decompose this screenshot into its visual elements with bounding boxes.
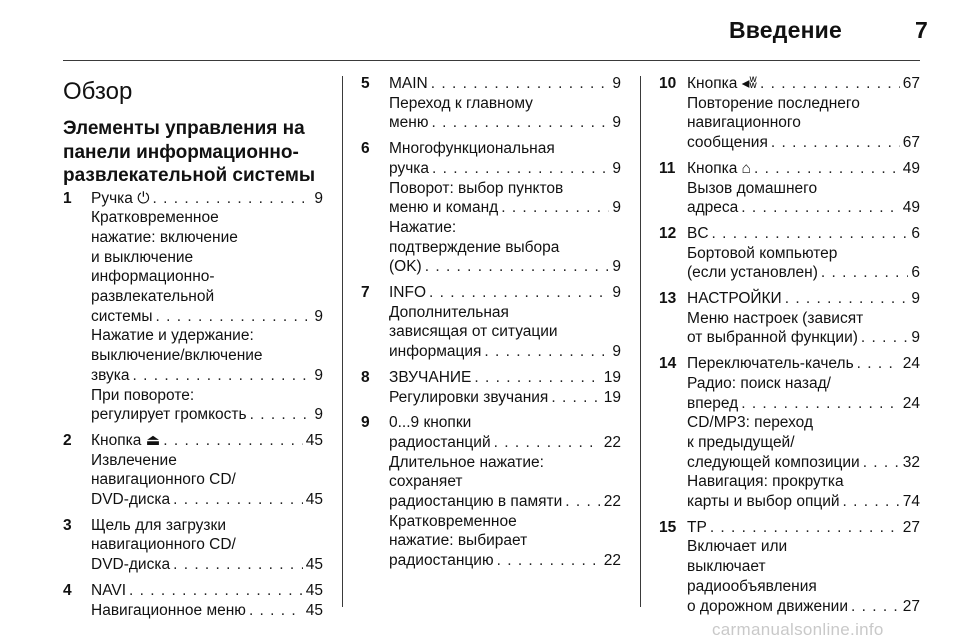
entry-text: Многофункциональная xyxy=(389,140,555,158)
page-reference: 22 xyxy=(603,433,621,451)
subsection-title-line: панели информационно- xyxy=(63,141,299,163)
entry-line-with-page xyxy=(91,189,323,209)
entry-item xyxy=(659,74,920,153)
dot-leader xyxy=(712,224,909,244)
entry-text: навигационного CD/ xyxy=(91,536,236,554)
page-reference: 67 xyxy=(902,75,920,92)
entry-text: радиостанций xyxy=(389,433,491,451)
entry-line xyxy=(389,179,621,199)
entry-text: радиостанцию xyxy=(389,552,494,570)
entry-line xyxy=(91,326,323,346)
dot-leader xyxy=(565,492,601,512)
entry-text: (если установлен) xyxy=(687,264,818,282)
entry-text: CD/MP3: переход xyxy=(687,414,813,432)
dot-leader xyxy=(133,366,312,386)
entry-item xyxy=(361,413,621,571)
entry-text: Нажатие и удержание: xyxy=(91,327,254,345)
page-reference: 45 xyxy=(305,601,323,619)
entry-text: Бортовой компьютер xyxy=(687,244,838,262)
entry-item xyxy=(659,289,920,348)
entry-item xyxy=(361,74,621,133)
entry-number: 3 xyxy=(63,516,72,534)
entry-text: Навигационное меню xyxy=(91,601,246,619)
entry-line-with-page xyxy=(389,551,621,571)
subsection-title-line: Элементы управления на xyxy=(63,118,305,139)
entry-line-with-page xyxy=(687,328,920,348)
entry-item xyxy=(659,224,920,283)
page-reference: 9 xyxy=(314,189,323,207)
entry-line-with-page xyxy=(687,263,920,283)
page-reference: 45 xyxy=(305,491,323,509)
entry-line xyxy=(687,244,920,264)
entry-line-with-page xyxy=(91,405,323,425)
entry-line-with-page xyxy=(687,159,920,179)
dot-leader xyxy=(710,518,900,538)
page-reference: 24 xyxy=(902,355,920,373)
entry-line xyxy=(389,453,621,473)
entry-line-with-page xyxy=(389,388,621,408)
entry-text: DVD-диска xyxy=(91,491,171,509)
entry-text: и выключение xyxy=(91,248,194,266)
dot-leader xyxy=(821,263,909,283)
entry-line xyxy=(389,472,621,492)
page-reference: 9 xyxy=(911,290,920,308)
entry-text: информационно- xyxy=(91,268,215,286)
dot-leader xyxy=(250,405,312,425)
dot-leader xyxy=(173,490,303,510)
entry-text: нажатие: включение xyxy=(91,228,238,246)
entry-item xyxy=(659,354,920,512)
entry-item xyxy=(361,283,621,362)
entry-line-with-page xyxy=(389,159,621,179)
entry-line xyxy=(389,139,621,159)
page-reference: 49 xyxy=(902,199,920,217)
entry-line-with-page xyxy=(389,368,621,388)
entry-text: меню xyxy=(389,114,429,132)
page-reference: 74 xyxy=(902,493,920,511)
entry-text: следующей композиции xyxy=(687,453,860,471)
entry-line-with-page xyxy=(687,394,920,414)
entry-text: навигационного xyxy=(687,114,801,132)
entry-item xyxy=(659,518,920,617)
page-reference: 9 xyxy=(612,114,621,132)
column-3 xyxy=(659,74,920,622)
entry-line xyxy=(91,451,323,471)
page-reference: 9 xyxy=(911,329,920,347)
entry-list xyxy=(63,189,323,621)
dot-leader xyxy=(863,453,900,473)
entry-text: Длительное нажатие: xyxy=(389,453,544,471)
entry-text: Щель для загрузки xyxy=(91,516,226,534)
entry-line xyxy=(687,113,920,133)
entry-line xyxy=(389,218,621,238)
entry-text: зависящая от ситуации xyxy=(389,323,558,341)
entry-number: 4 xyxy=(63,581,72,599)
entry-text: 0...9 кнопки xyxy=(389,414,472,432)
entry-line xyxy=(91,208,323,228)
entry-line xyxy=(687,433,920,453)
entry-text: Кнопка ⏏ xyxy=(91,431,161,449)
page-reference: 45 xyxy=(305,556,323,574)
entry-line-with-page xyxy=(687,74,920,94)
entry-number: 6 xyxy=(361,140,370,158)
entry-line-with-page xyxy=(687,597,920,617)
dot-leader xyxy=(754,159,900,179)
entry-text: Поворот: выбор пунктов xyxy=(389,179,564,197)
entry-line-with-page xyxy=(389,198,621,218)
entry-text: Ручка ⏻ xyxy=(91,189,150,207)
entry-line-with-page xyxy=(389,283,621,303)
dot-leader xyxy=(741,394,900,414)
dot-leader xyxy=(861,328,908,348)
entry-line-with-page xyxy=(91,555,323,575)
entry-line-with-page xyxy=(91,581,323,601)
entry-text: Включает или xyxy=(687,538,788,556)
entry-line xyxy=(91,248,323,268)
column-divider-1 xyxy=(342,76,343,607)
entry-text: звука xyxy=(91,366,130,384)
dot-leader xyxy=(173,555,303,575)
page-reference: 27 xyxy=(902,597,920,615)
header-title: Введение xyxy=(728,17,842,43)
entry-item xyxy=(63,516,323,575)
dot-leader xyxy=(156,307,312,327)
entry-text: TP xyxy=(687,518,707,536)
entry-line xyxy=(91,386,323,406)
entry-line xyxy=(687,413,920,433)
entry-number: 12 xyxy=(659,224,677,242)
page-reference: 24 xyxy=(902,394,920,412)
entry-item xyxy=(361,139,621,277)
entry-text: BC xyxy=(687,224,709,242)
entry-text: Переключатель-качель xyxy=(687,355,854,373)
page-reference: 9 xyxy=(612,343,621,361)
entry-number: 15 xyxy=(659,518,677,536)
entry-number: 7 xyxy=(361,284,370,302)
dot-leader xyxy=(551,388,600,408)
page-reference: 45 xyxy=(305,431,323,449)
dot-leader xyxy=(501,198,609,218)
entry-text: к предыдущей/ xyxy=(687,433,795,451)
entry-line-with-page xyxy=(389,433,621,453)
entry-line-with-page xyxy=(389,74,621,94)
entry-item xyxy=(361,368,621,407)
page-reference: 6 xyxy=(911,224,920,242)
entry-line xyxy=(687,94,920,114)
page-reference: 19 xyxy=(603,388,621,406)
page-reference: 32 xyxy=(902,453,920,471)
entry-text: сообщения xyxy=(687,134,768,152)
dot-leader xyxy=(851,597,900,617)
dot-leader xyxy=(152,189,311,209)
page-reference: 9 xyxy=(314,406,323,424)
entry-list xyxy=(361,74,621,571)
entry-line xyxy=(687,557,920,577)
entry-line-with-page xyxy=(389,342,621,362)
column-2 xyxy=(361,74,621,577)
page-reference: 9 xyxy=(612,258,621,276)
page-reference: 9 xyxy=(314,307,323,325)
entry-text: Дополнительная xyxy=(389,303,509,321)
watermark: carmanualsonline.info xyxy=(712,620,884,639)
dot-leader xyxy=(431,74,610,94)
page-reference: 9 xyxy=(612,75,621,92)
entry-text: Вызов домашнего xyxy=(687,179,818,197)
entry-text: развлекательной xyxy=(91,288,215,306)
entry-item xyxy=(63,431,323,510)
entry-number: 10 xyxy=(659,75,677,92)
entry-text: Повторение последнего xyxy=(687,94,860,112)
entry-text: Регулировки звучания xyxy=(389,388,549,406)
entry-line-with-page xyxy=(91,366,323,386)
entry-line xyxy=(687,472,920,492)
entry-text: регулирует громкость xyxy=(91,406,247,424)
entry-text: системы xyxy=(91,307,153,325)
dot-leader xyxy=(431,113,609,133)
entry-item xyxy=(63,189,323,425)
entry-number: 8 xyxy=(361,368,370,386)
entry-line-with-page xyxy=(687,133,920,153)
page-reference: 9 xyxy=(612,159,621,177)
entry-text: от выбранной функции) xyxy=(687,329,858,347)
entry-text: навигационного CD/ xyxy=(91,471,236,489)
entry-text: НАСТРОЙКИ xyxy=(687,290,782,308)
dot-leader xyxy=(129,581,303,601)
entry-line xyxy=(389,94,621,114)
entry-line-with-page xyxy=(91,431,323,451)
page-reference: 67 xyxy=(902,134,920,152)
entry-text: ручка xyxy=(389,159,430,177)
entry-text: Радио: поиск назад/ xyxy=(687,374,831,392)
page-reference: 9 xyxy=(612,284,621,302)
subsection-title xyxy=(63,117,323,188)
entry-line-with-page xyxy=(687,354,920,374)
entry-line xyxy=(389,238,621,258)
dot-leader xyxy=(432,159,609,179)
dot-leader xyxy=(494,433,601,453)
entry-text: Кратковременное xyxy=(91,209,219,227)
entry-line-with-page xyxy=(687,492,920,512)
header-page-number: 7 xyxy=(915,17,928,43)
entry-line xyxy=(389,413,621,433)
entry-text: Нажатие: xyxy=(389,218,457,236)
page-reference: 9 xyxy=(612,199,621,217)
dot-leader xyxy=(857,354,900,374)
entry-line xyxy=(389,512,621,532)
entry-text: адреса xyxy=(687,199,739,217)
entry-text: Кнопка ◂ʬ xyxy=(687,75,757,92)
entry-line-with-page xyxy=(687,289,920,309)
dot-leader xyxy=(484,342,609,362)
entry-line-with-page xyxy=(91,307,323,327)
entry-line xyxy=(91,267,323,287)
entry-text: INFO xyxy=(389,284,427,302)
entry-line xyxy=(91,228,323,248)
entry-number: 5 xyxy=(361,75,370,92)
dot-leader xyxy=(429,283,609,303)
entry-number: 2 xyxy=(63,431,72,449)
entry-text: ЗВУЧАНИЕ xyxy=(389,368,472,386)
entry-line-with-page xyxy=(389,113,621,133)
entry-text: радиостанцию в памяти xyxy=(389,493,563,511)
entry-line-with-page xyxy=(91,601,323,621)
entry-item xyxy=(659,159,920,218)
entry-line-with-page xyxy=(91,490,323,510)
entry-number: 1 xyxy=(63,189,72,207)
entry-text: карты и выбор опций xyxy=(687,493,840,511)
entry-line xyxy=(687,577,920,597)
entry-text: MAIN xyxy=(389,75,428,92)
section-title: Обзор xyxy=(63,78,133,105)
dot-leader xyxy=(785,289,909,309)
entry-line xyxy=(389,322,621,342)
dot-leader xyxy=(760,74,900,94)
entry-item xyxy=(63,581,323,620)
entry-text: NAVI xyxy=(91,581,127,599)
entry-text: (OK) xyxy=(389,258,422,276)
entry-text: сохраняет xyxy=(389,473,463,491)
entry-text: нажатие: выбирает xyxy=(389,532,528,550)
entry-line-with-page xyxy=(687,198,920,218)
page-reference: 45 xyxy=(305,581,323,599)
entry-text: подтверждение выбора xyxy=(389,238,560,256)
subsection-title-line: развлекательной системы xyxy=(63,165,316,186)
page-reference: 19 xyxy=(603,368,621,386)
entry-text: выключение/включение xyxy=(91,347,263,365)
entry-line xyxy=(91,470,323,490)
entry-text: Меню настроек (зависят xyxy=(687,309,864,327)
entry-text: радиообъявления xyxy=(687,577,817,595)
entry-line xyxy=(687,374,920,394)
entry-text: вперед xyxy=(687,394,739,412)
entry-number: 9 xyxy=(361,414,370,432)
dot-leader xyxy=(163,431,302,451)
entry-line xyxy=(91,516,323,536)
entry-text: Кратковременное xyxy=(389,512,517,530)
entry-text: о дорожном движении xyxy=(687,597,848,615)
entry-text: выключает xyxy=(687,558,766,576)
entry-text: Навигация: прокрутка xyxy=(687,473,844,491)
entry-number: 11 xyxy=(659,159,676,177)
entry-line xyxy=(687,179,920,199)
header-rule xyxy=(63,60,920,61)
dot-leader xyxy=(249,601,303,621)
entry-line-with-page xyxy=(389,257,621,277)
entry-line xyxy=(687,309,920,329)
entry-text: информация xyxy=(389,343,482,361)
dot-leader xyxy=(771,133,900,153)
entry-line xyxy=(91,287,323,307)
entry-number: 14 xyxy=(659,355,677,373)
page-reference: 22 xyxy=(603,493,621,511)
dot-leader xyxy=(497,551,601,571)
entry-line-with-page xyxy=(687,518,920,538)
entry-line xyxy=(389,303,621,323)
entry-text: Кнопка ⌂ xyxy=(687,159,752,177)
page-reference: 9 xyxy=(314,366,323,384)
entry-text: При повороте: xyxy=(91,386,195,404)
entry-line xyxy=(389,531,621,551)
entry-line-with-page xyxy=(687,453,920,473)
entry-text: меню и команд xyxy=(389,199,499,217)
page-reference: 27 xyxy=(902,518,920,536)
page-reference: 22 xyxy=(603,552,621,570)
entry-list xyxy=(659,74,920,616)
entry-line-with-page xyxy=(389,492,621,512)
dot-leader xyxy=(843,492,900,512)
page-reference: 49 xyxy=(902,159,920,177)
column-1 xyxy=(63,74,323,626)
entry-line xyxy=(687,537,920,557)
entry-text: Переход к главному xyxy=(389,94,533,112)
dot-leader xyxy=(474,368,600,388)
page-reference: 6 xyxy=(911,264,920,282)
entry-line-with-page xyxy=(687,224,920,244)
entry-text: DVD-диска xyxy=(91,556,171,574)
dot-leader xyxy=(425,257,610,277)
column-divider-2 xyxy=(640,76,641,607)
entry-text: Извлечение xyxy=(91,451,177,469)
entry-number: 13 xyxy=(659,290,677,308)
entry-line xyxy=(91,346,323,366)
dot-leader xyxy=(741,198,899,218)
entry-line xyxy=(91,535,323,555)
